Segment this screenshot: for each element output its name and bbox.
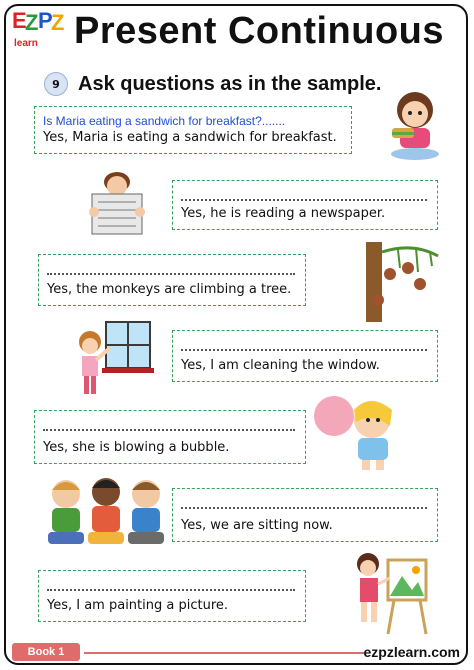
logo-sub: learn xyxy=(14,38,38,49)
answer-box-5 xyxy=(34,410,306,464)
answer-box-1 xyxy=(34,106,352,154)
answer-text: Yes, Maria is eating a sandwich for breakfast. xyxy=(43,130,337,145)
footer-divider xyxy=(84,652,364,654)
monkeys-tree-illustration xyxy=(358,238,444,324)
answer-box-7 xyxy=(38,570,306,622)
answer-box-2 xyxy=(172,180,438,230)
page-title: Present Continuous xyxy=(74,10,445,52)
question-blank xyxy=(43,417,295,431)
girl-sandwich-illustration xyxy=(384,88,446,160)
kids-sitting-illustration xyxy=(44,472,170,552)
site-url[interactable]: ezpzlearn.com xyxy=(363,644,460,660)
exercise-number: 9 xyxy=(44,72,68,96)
question-blank xyxy=(181,337,427,351)
question-blank xyxy=(47,577,295,591)
answer-text: Yes, the monkeys are climbing a tree. xyxy=(47,282,292,297)
answer-text: Yes, we are sitting now. xyxy=(181,518,333,533)
instruction-text: Ask questions as in the sample. xyxy=(78,72,382,95)
ezpz-logo xyxy=(12,8,64,54)
instruction xyxy=(44,72,381,96)
girl-bubble-illustration xyxy=(310,392,406,474)
answer-text: Yes, he is reading a newspaper. xyxy=(181,206,386,221)
sample-question: Is Maria eating a sandwich for breakfast?....... xyxy=(43,114,286,128)
book-label: Book 1 xyxy=(12,643,80,661)
logo-letter: Z xyxy=(51,10,65,35)
girl-window-illustration xyxy=(74,318,156,400)
boy-newspaper-illustration xyxy=(84,168,150,240)
answer-box-6 xyxy=(172,488,438,542)
logo-letter: Z xyxy=(25,10,39,35)
answer-text: Yes, I am painting a picture. xyxy=(47,598,229,613)
question-blank xyxy=(47,261,295,275)
logo-letter: P xyxy=(38,8,53,33)
question-blank xyxy=(181,187,427,201)
answer-box-4 xyxy=(172,330,438,382)
answer-text: Yes, she is blowing a bubble. xyxy=(43,440,230,455)
girl-painting-illustration xyxy=(348,550,434,638)
question-blank xyxy=(181,495,427,509)
answer-box-3 xyxy=(38,254,306,306)
answer-text: Yes, I am cleaning the window. xyxy=(181,358,380,373)
logo-letter: E xyxy=(12,8,27,33)
